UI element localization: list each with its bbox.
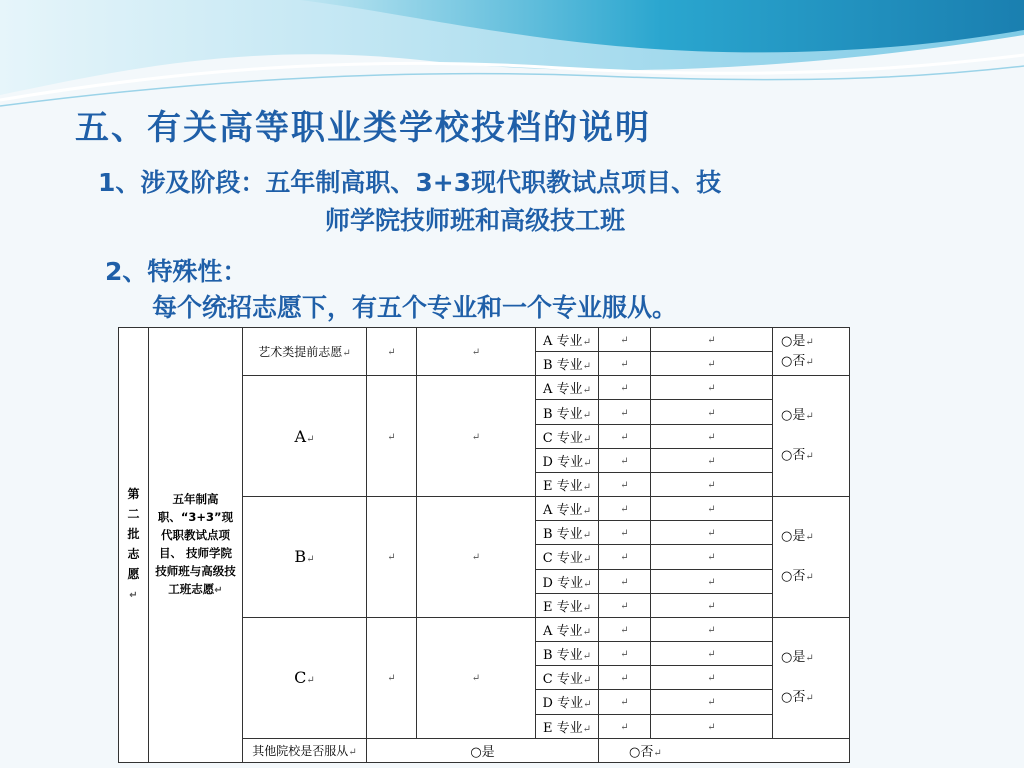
major-name-cell[interactable] xyxy=(651,569,773,593)
choice-b-major-a: A 专业 ↵ xyxy=(536,497,599,521)
art-obey-options[interactable] xyxy=(773,328,850,376)
no-option: ○否 ↵ xyxy=(781,446,849,466)
art-row-label: 艺术类提前志愿 ↵ xyxy=(243,328,367,376)
yes-option: ○是 ↵ xyxy=(781,332,849,352)
art-major-b: B 专业 ↵ xyxy=(536,352,599,376)
yes-option: ○是 ↵ xyxy=(781,648,849,668)
major-name-cell[interactable] xyxy=(651,521,773,545)
major-code-cell[interactable] xyxy=(599,424,651,448)
major-name-cell[interactable] xyxy=(651,376,773,400)
yes-option: ○是 ↵ xyxy=(781,527,849,547)
choice-c-major-b: B 专业 ↵ xyxy=(536,642,599,666)
choice-a-major-c: C 专业 ↵ xyxy=(536,424,599,448)
batch-label: 第二批志愿 ↵ xyxy=(119,328,149,763)
choice-a-school-name[interactable] xyxy=(417,376,536,497)
major-name-cell[interactable] xyxy=(651,497,773,521)
slide-title: 五、有关高等职业类学校投档的说明 xyxy=(75,108,651,148)
choice-b-major-d: D 专业 ↵ xyxy=(536,569,599,593)
choice-a-major-a: A 专业 ↵ xyxy=(536,376,599,400)
art-major-b-name[interactable] xyxy=(651,352,773,376)
choice-b-school-code[interactable] xyxy=(367,497,417,618)
major-code-cell[interactable] xyxy=(599,521,651,545)
major-code-cell[interactable] xyxy=(599,448,651,472)
choice-a-major-b: B 专业 ↵ xyxy=(536,400,599,424)
group-label: 五年制高职、“3+3”现代职教试点项目、 技师学院技师班与高级技工班志愿 ↵ xyxy=(149,328,243,763)
point1-line1: 1、涉及阶段：五年制高职、3+3现代职教试点项目、技 xyxy=(98,168,722,197)
major-code-cell[interactable] xyxy=(599,545,651,569)
major-name-cell[interactable] xyxy=(651,642,773,666)
major-code-cell[interactable] xyxy=(599,690,651,714)
choice-c-major-e: E 专业 ↵ xyxy=(536,714,599,738)
major-name-cell[interactable] xyxy=(651,593,773,617)
no-option: ○否 ↵ xyxy=(781,567,849,587)
no-option: ○否 ↵ xyxy=(781,352,849,372)
major-code-cell[interactable] xyxy=(599,400,651,424)
choice-c-major-a: A 专业 ↵ xyxy=(536,617,599,641)
major-code-cell[interactable] xyxy=(599,593,651,617)
choice-a-major-d: D 专业 ↵ xyxy=(536,448,599,472)
major-code-cell[interactable] xyxy=(599,472,651,496)
major-code-cell[interactable] xyxy=(599,497,651,521)
header-wave-banner xyxy=(0,0,1024,110)
art-major-a-name[interactable] xyxy=(651,328,773,352)
major-name-cell[interactable] xyxy=(651,400,773,424)
choice-b-obey-options[interactable] xyxy=(773,497,850,618)
choice-a-school-code[interactable] xyxy=(367,376,417,497)
choice-c-label: C ↵ xyxy=(243,617,367,738)
major-name-cell[interactable] xyxy=(651,714,773,738)
major-name-cell[interactable] xyxy=(651,424,773,448)
major-code-cell[interactable] xyxy=(599,642,651,666)
choice-c-school-code[interactable] xyxy=(367,617,417,738)
major-name-cell[interactable] xyxy=(651,690,773,714)
choice-c-major-c: C 专业 ↵ xyxy=(536,666,599,690)
art-major-b-code[interactable] xyxy=(599,352,651,376)
other-yes-option[interactable]: ○是 xyxy=(367,738,599,762)
choice-c-obey-options[interactable] xyxy=(773,617,850,738)
major-code-cell[interactable] xyxy=(599,666,651,690)
major-name-cell[interactable] xyxy=(651,545,773,569)
choice-b-school-name[interactable] xyxy=(417,497,536,618)
art-major-a: A 专业 ↵ xyxy=(536,328,599,352)
art-school-code[interactable] xyxy=(367,328,417,376)
no-option: ○否 ↵ xyxy=(781,688,849,708)
choice-c-major-d: D 专业 ↵ xyxy=(536,690,599,714)
choice-b-major-b: B 专业 ↵ xyxy=(536,521,599,545)
major-name-cell[interactable] xyxy=(651,666,773,690)
point2-line1: 2、特殊性： xyxy=(105,257,248,286)
other-no-option[interactable]: ○否 ↵ xyxy=(599,738,850,762)
application-form-table xyxy=(118,327,850,763)
major-name-cell[interactable] xyxy=(651,472,773,496)
choice-a-label: A ↵ xyxy=(243,376,367,497)
yes-option: ○是 ↵ xyxy=(781,406,849,426)
art-school-name[interactable] xyxy=(417,328,536,376)
choice-b-label: B ↵ xyxy=(243,497,367,618)
major-name-cell[interactable] xyxy=(651,617,773,641)
major-code-cell[interactable] xyxy=(599,714,651,738)
choice-a-obey-options[interactable] xyxy=(773,376,850,497)
choice-c-school-name[interactable] xyxy=(417,617,536,738)
major-code-cell[interactable] xyxy=(599,569,651,593)
other-schools-obey-label: 其他院校是否服从 ↵ xyxy=(243,738,367,762)
art-major-a-code[interactable] xyxy=(599,328,651,352)
major-code-cell[interactable] xyxy=(599,617,651,641)
choice-b-major-e: E 专业 ↵ xyxy=(536,593,599,617)
choice-a-major-e: E 专业 ↵ xyxy=(536,472,599,496)
major-name-cell[interactable] xyxy=(651,448,773,472)
point2-line2: 每个统招志愿下，有五个专业和一个专业服从。 xyxy=(152,293,678,322)
major-code-cell[interactable] xyxy=(599,376,651,400)
point1-line2: 师学院技师班和高级技工班 xyxy=(325,206,626,235)
choice-b-major-c: C 专业 ↵ xyxy=(536,545,599,569)
